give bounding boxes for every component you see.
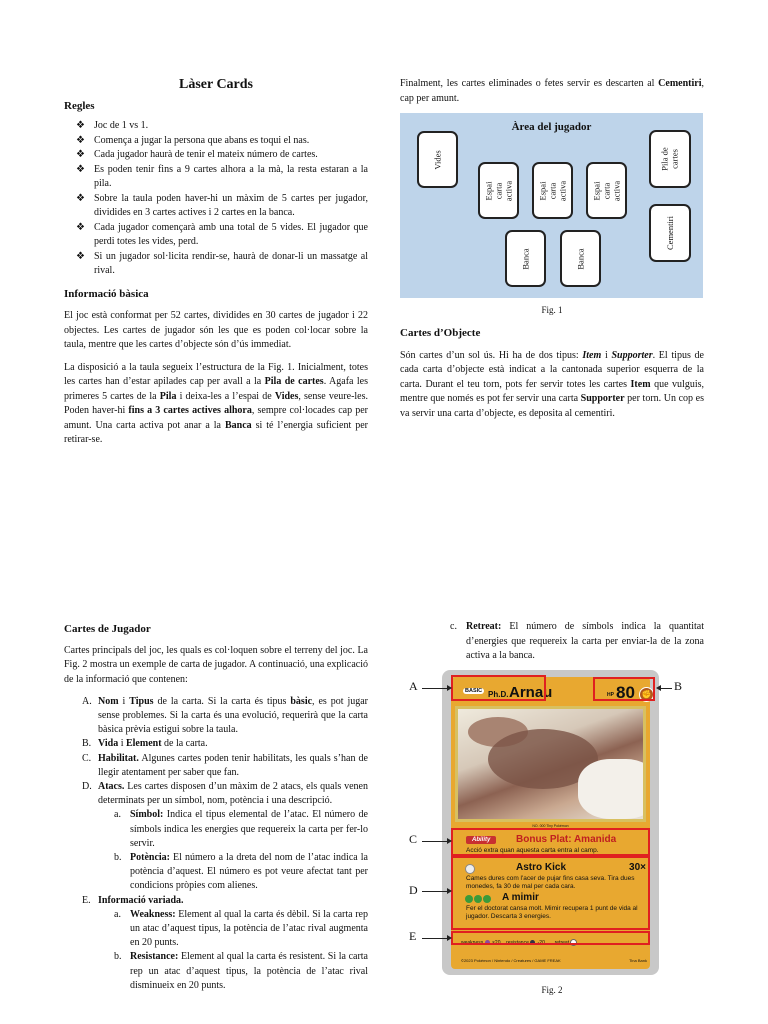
active-slot-3: Espai carta activa: [586, 162, 627, 219]
player-area-diagram: [400, 113, 703, 298]
document-title: Làser Cards: [178, 77, 254, 92]
card-name: Arnau: [509, 684, 553, 701]
card-footer: ©2023 Pokémon / Nintendo / Creatures / GAME FREAK Tina Bank: [461, 958, 647, 963]
attack-2-name: A mimir: [502, 892, 539, 903]
card-hp: 80: [616, 683, 635, 702]
left-column-p1: [64, 78, 368, 448]
rules-heading: Regles: [64, 99, 95, 112]
arrow-left-icon: [656, 685, 661, 691]
attack-1-damage: 30×: [629, 862, 646, 873]
list-item-Da: a. Símbol: Indica el tipus elemental de l’atac. El número de símbols indica les energies que requereix la carta per fer-lo servir.: [114, 809, 368, 849]
fighting-element-icon: ✊: [639, 687, 654, 702]
card-illus-line: NO. 000 Tiny Pokémon: [532, 824, 569, 828]
rule-item: ❖ Joc de 1 vs 1.: [94, 119, 368, 134]
left-column-p2: [64, 622, 368, 993]
list-item-Ea: a. Weakness: Element al qual la carta és dèbil. Si la carta rep un atac d’aquest tipus, la potència de l’atac rival augmenta en 20 punts.: [114, 908, 368, 949]
active-slot-1: Espai carta activa: [478, 162, 519, 219]
ability-badge: Ability: [466, 836, 496, 844]
figure-1-caption: Fig. 1: [541, 305, 563, 315]
attack-2-text: Fer el doctorat cansa molt. Mimir recupera 1 punt de vida al jugador. Descarta 3 energies.: [466, 905, 638, 920]
rule-item: ❖ Es poden tenir fins a 9 cartes alhora a la mà, la resta estaran a la pila.: [76, 163, 368, 189]
bank-slot-1: Banca: [505, 230, 546, 287]
marker-C: C: [409, 832, 418, 846]
marker-B: B: [674, 679, 683, 693]
bank-slot-2: Banca: [560, 230, 601, 287]
rule-item: ❖ Sobre la taula poden haver-hi un màxim de 5 cartes per jugador, dividides en 3 cartes actives i 2 cartes en la banca.: [76, 192, 368, 218]
pile-slot: Pila de cartes: [649, 130, 691, 188]
list-item-A: A. Nom i Tipus de la carta. Si la carta és tipus bàsic, es pot jugar sense problemes. Si la carta és una evolució, requerirà que la carta bàsica prèvia estigui sobre la taula.: [82, 695, 369, 736]
rule-item: ❖ Cada jugador començarà amb una total de 5 vides. El jugador que perdi totes les vides, perd.: [76, 221, 368, 247]
ability-text: Acció extra quan aquesta carta entra al camp.: [466, 847, 599, 854]
rules-list: [64, 119, 368, 279]
card-stage: BASIC: [465, 688, 483, 694]
rule-item: ❖ Cada jugador haurà de tenir el mateix número de cartes.: [94, 148, 368, 163]
lives-slot: Vides: [417, 131, 458, 188]
list-item-Db: b. Potència: El número a la dreta del nom de l’atac indica la potència d’aquest. El número es pot veure afectat tant per condicions pròpies com alienes.: [114, 852, 368, 892]
highlight-box-D: [451, 856, 650, 930]
highlight-box-B: [593, 677, 655, 701]
card-photo: [455, 706, 646, 822]
diamond-bullet-icon: ❖: [76, 221, 85, 233]
diamond-bullet-icon: ❖: [76, 163, 85, 175]
marker-E: E: [409, 929, 417, 943]
figure-2-caption: Fig. 2: [541, 985, 563, 995]
graveyard-note: Finalment, les cartes eliminades o fetes servir es descarten al Cementiri, cap per amunt.: [400, 78, 704, 104]
list-item-D: D. Atacs. Les cartes disposen d’un màxim de 2 atacs, els quals venen determinats per un símbol, nom, potència i una descripció. a. Símbol: Indica el tipus elemental de l’atac. El número de símbols indica les energies que requereix la carta per fer-lo servir. b. Potència: El número a la dreta del nom de l’atac indica la potència d’aquest. El número es pot veure afectat tant per condicions pròpies com alienes.: [98, 780, 368, 894]
arrow-right-icon: [447, 685, 452, 691]
right-column-p2: [450, 620, 704, 664]
arrow-right-icon: [447, 838, 452, 844]
basic-info-heading: Informació bàsica: [64, 287, 149, 300]
list-item-Ec: c. Retreat: El número de símbols indica la quantitat d’energies que requereix la carta per enviar-la de la zona activa a la banca.: [450, 621, 704, 661]
right-column-p1: [400, 77, 704, 106]
graveyard-slot: Cementiri: [649, 204, 691, 262]
object-cards-text: Són cartes d’un sol ús. Hi ha de dos tipus: Item i Supporter. El tipus de cada carta d’objecte està indicat a la cantonada superior esquerra de la carta. Durant el teu torn, pots fer servir totes les cartes Item que vulguis, mentre que només es pot fer servir una carta Supporter per torn. Un cop es va servir una carta d’objecte, es deposita al cementiri.: [400, 349, 704, 419]
marker-A: A: [409, 679, 418, 693]
active-slot-2: Espai carta activa: [532, 162, 573, 219]
rule-item: ❖ Comença a jugar la persona que abans es toqui el nas.: [94, 134, 368, 149]
highlight-box-E: [451, 931, 650, 945]
diamond-bullet-icon: ❖: [76, 250, 85, 262]
list-item-C: C. Habilitat. Algunes cartes poden tenir habilitats, les quals s’han de llegir atentament per saber que fan.: [82, 752, 368, 778]
object-cards-heading: Cartes d’Objecte: [400, 327, 481, 339]
attack-sublist: [98, 808, 368, 893]
list-item-Eb: b. Resistance: Element al qual la carta és resistent. Si la carta rep un atac d’aquest tipus, la potència de l’atac rival disminueix en 20 punts.: [114, 951, 368, 991]
diagram-title: Àrea del jugador: [511, 121, 592, 133]
player-cards-heading: Cartes de Jugador: [64, 623, 151, 635]
diamond-bullet-icon: ❖: [76, 192, 85, 204]
object-cards-section: [400, 326, 704, 421]
arrow-right-icon: [447, 888, 452, 894]
marker-D: D: [409, 883, 418, 897]
arrow-right-icon: [447, 935, 452, 941]
card-name-prefix: Ph.D.: [488, 690, 509, 699]
list-item-E: E. Informació variada. a. Weakness: Element al qual la carta és dèbil. Si la carta rep un atac d’aquest tipus, la potència de l’atac rival augmenta en 20 punts. b. Resistance: Element al qual la carta és resistent. Si la carta rep un atac d’aquest tipus, la potència de l’atac rival disminueix en 20 punts.: [98, 894, 368, 993]
misc-sublist: [98, 908, 368, 993]
card-hp-label: HP: [607, 692, 614, 698]
highlight-box-C: [451, 828, 650, 856]
ability-name: Bonus Plat: Amanida: [516, 834, 617, 845]
basic-info-p2: La disposició a la taula segueix l’estructura de la Fig. 1. Inicialment, totes les cartes han d’estar apilades cap per avall a la Pila de cartes. Agafa les primeres 5 cartes de la Pila i deixa-les a l’espai de Vides, sense veure-les. Poden haver-hi fins a 3 cartes actives alhora, sempre col·locades cap per amunt. Una carta activa pot anar a la Banca si té l’energia suficient per retirar-se.: [64, 361, 369, 445]
list-item-B: B. Vida i Element de la carta.: [82, 738, 208, 750]
player-cards-intro: Cartes principals del joc, les quals es col·loquen sobre el terreny del joc. La Fig. 2 mostra un exemple de carta de jugador. A continuació, una explicació de la informació que contenen:: [64, 645, 368, 685]
highlight-box-A: [451, 675, 546, 701]
card-info-list: [64, 695, 368, 993]
diamond-bullet-icon: ❖: [76, 134, 85, 146]
attack-1-text: Cames dures com l'acer de pujar fins casa seva. Tira dues monedes, fa 30 de mal per cada cara.: [466, 875, 635, 890]
diamond-bullet-icon: ❖: [76, 120, 85, 131]
diamond-bullet-icon: ❖: [76, 149, 85, 160]
rule-item: ❖ Si un jugador sol·licita rendir-se, haurà de donar-li un massatge al rival.: [76, 250, 368, 276]
basic-info-p1: El joc està conformat per 52 cartes, dividides en 30 cartes de jugador i 22 objectes. Les cartes de jugador són les que es poden col·locar sobre la taula, mentre que les cartes d’objecte són d’ús immediat.: [64, 310, 368, 350]
card-weak-resist-row: weakness ×20 resistance -20 retreat: [461, 939, 647, 946]
attack-1-name: Astro Kick: [516, 862, 567, 873]
